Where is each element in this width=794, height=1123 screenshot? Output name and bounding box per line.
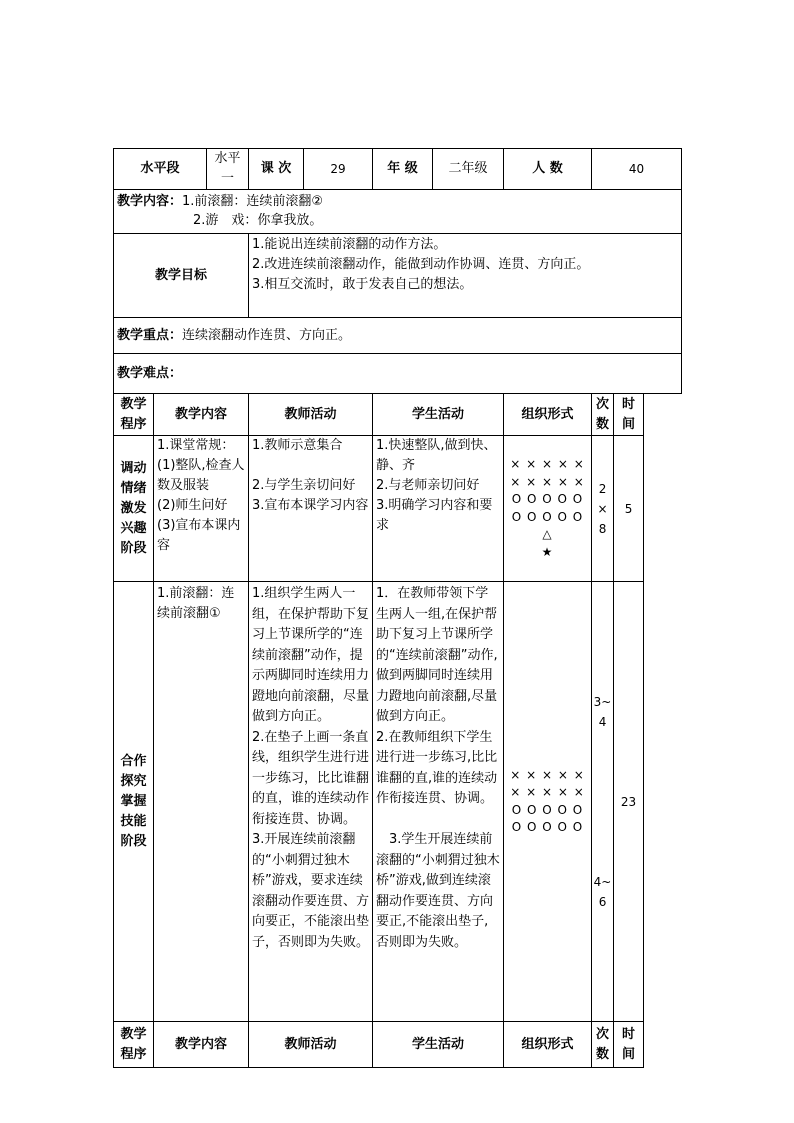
stage-2-times-b: 4~ 6	[593, 874, 612, 909]
goals-row	[114, 234, 682, 318]
key-point-text: 连续滚翻动作连贯、方向正。	[182, 327, 352, 343]
stage-1-content: 1.课堂常规： (1)整队,检查人数及服装 (2)师生问好 (3)宣布本课内容	[154, 436, 249, 582]
key-point-label: 教学重点：	[117, 327, 183, 343]
stage-2-teacher: 1.组织学生两人一组，在保护帮助下复习上节课所学的“连续前滚翻”动作，提示两脚同时连续用力蹬地向前滚翻，尽量做到方向正。 2.在垫子上画一条直线，组织学生进行进一步练习，比比谁翻的直，谁的连续动作衔接连贯、协调。 3.开展连续前滚翻的“小刺猬过独木桥”游戏，要求连续滚翻动作要连贯、方向要正，不能滚出垫子，否则即为失败。	[249, 582, 373, 1022]
people-label: 人 数	[504, 149, 592, 190]
col-student: 学生活动	[373, 1022, 504, 1068]
goal-item: 3.相互交流时，敢于发表自己的想法。	[252, 277, 473, 292]
stage-1-student: 1.快速整队,做到快、静、齐 2.与老师亲切问好 3.明确学习内容和要求	[373, 436, 504, 582]
key-point-row	[114, 318, 682, 354]
stage-1-duration: 5	[614, 436, 644, 582]
stage-1-times: 2 × 8	[592, 436, 614, 582]
stage-2-content: 1.前滚翻：连续前滚翻①	[154, 582, 249, 1022]
stage-2-name: 合作 探究 掌握 技能 阶段	[114, 582, 154, 1022]
col-teacher: 教师活动	[249, 1022, 373, 1068]
col-duration: 时 间	[614, 1022, 644, 1068]
content-label: 教学内容：	[117, 194, 183, 209]
goals-label: 教学目标	[114, 234, 249, 318]
content-row	[114, 190, 682, 234]
people-value: 40	[592, 149, 682, 190]
stage-1-teacher: 1.教师示意集合 2.与学生亲切问好 3.宣布本课学习内容	[249, 436, 373, 582]
col-content: 教学内容	[154, 1022, 249, 1068]
lesson-value: 29	[304, 149, 373, 190]
grade-value: 二年级	[433, 149, 504, 190]
col-organization: 组织形式	[504, 394, 592, 436]
stage-2-row	[114, 582, 682, 1022]
header-row	[114, 149, 682, 190]
stage-1-row	[114, 436, 682, 582]
col-times: 次 数	[592, 394, 614, 436]
column-header-row-repeat	[114, 1022, 682, 1068]
col-student: 学生活动	[373, 394, 504, 436]
col-times: 次 数	[592, 1022, 614, 1068]
stage-2-duration: 23	[614, 582, 644, 1022]
stage-1-name: 调动 情绪 激发 兴趣 阶段	[114, 436, 154, 582]
level-label: 水平段	[114, 149, 207, 190]
lesson-label: 课 次	[249, 149, 304, 190]
goal-item: 1.能说出连续前滚翻的动作方法。	[252, 237, 447, 252]
level-value: 水平一	[207, 149, 249, 190]
col-procedure: 教学 程序	[114, 394, 154, 436]
difficulty-row	[114, 354, 682, 394]
lesson-plan-table	[113, 148, 682, 1068]
content-line-2: 2.游 戏：你拿我放。	[193, 213, 323, 228]
goal-item: 2.改进连续前滚翻动作，能做到动作协调、连贯、方向正。	[252, 257, 590, 272]
stage-2-student: 1．在教师带领下学生两人一组,在保护帮助下复习上节课所学的“连续前滚翻”动作,做到两脚同时连续用力蹬地向前滚翻,尽量做到方向正。 2.在教师组织下学生进行进一步练习,比比谁翻的直,谁的连续动作衔接连贯、协调。 3.学生开展连续前滚翻的“小刺猬过独木桥”游戏,做到连续滚翻动作要连贯、方向要正,不能滚出垫子,否则即为失败。	[373, 582, 504, 1022]
col-organization: 组织形式	[504, 1022, 592, 1068]
difficulty-label: 教学难点：	[114, 354, 682, 394]
col-procedure: 教学 程序	[114, 1022, 154, 1068]
col-content: 教学内容	[154, 394, 249, 436]
stage-2-times-a: 3~ 4	[593, 694, 612, 729]
stage-1-formation: × × × × × × × × × × O O O O O O O O O O △ ★	[504, 436, 592, 582]
stage-2-formation: × × × × × × × × × × O O O O O O O O O O	[504, 582, 592, 1022]
content-line-1: 教学内容：1.前滚翻：连续前滚翻②	[117, 194, 324, 209]
col-teacher: 教师活动	[249, 394, 373, 436]
grade-label: 年 级	[373, 149, 433, 190]
col-duration: 时 间	[614, 394, 644, 436]
column-header-row	[114, 394, 682, 436]
